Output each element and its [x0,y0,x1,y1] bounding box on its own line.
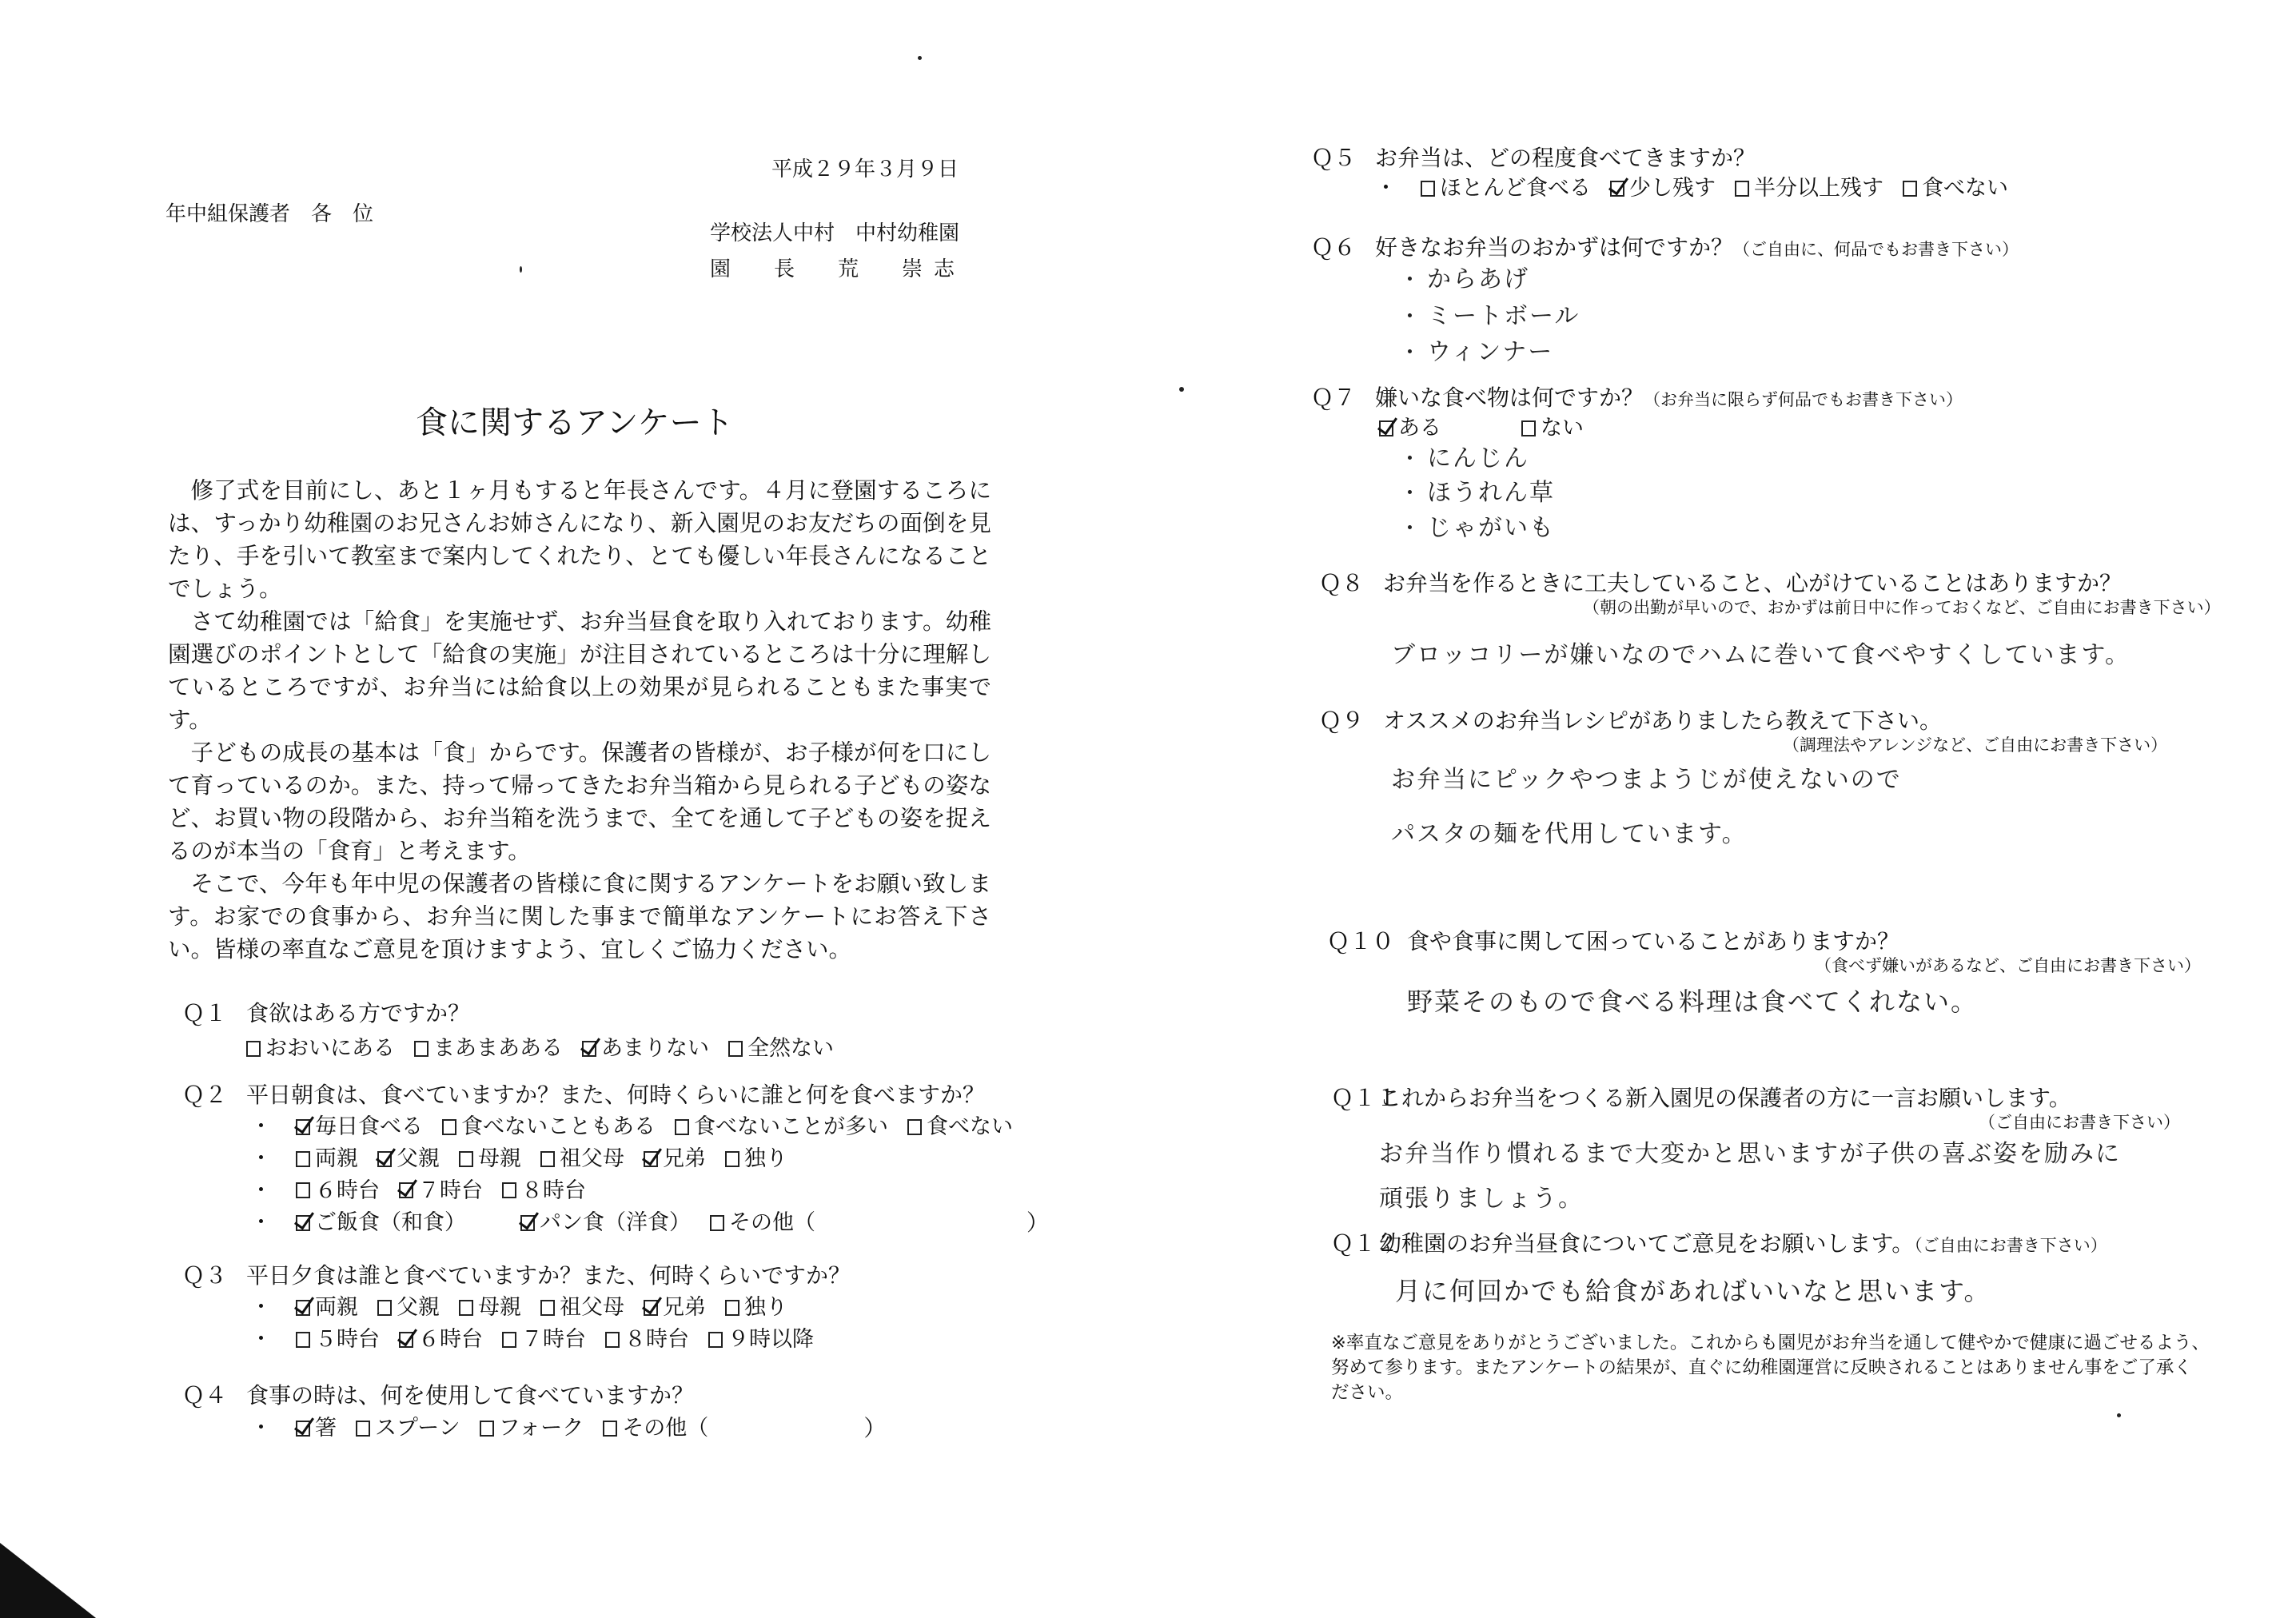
checkbox[interactable] [675,1119,689,1135]
question-text: 平日夕食は誰と食べていますか？また、何時くらいですか？ [246,1262,851,1289]
checkbox[interactable] [377,1300,392,1316]
option-maamaa-aru[interactable]: まあまあある [414,1035,563,1062]
checkbox-checked[interactable] [644,1151,658,1167]
checkbox-checked[interactable] [377,1151,392,1167]
question-7 [1311,384,1963,543]
q3-row-who: ・ 両親 父親 母親 祖父母 兄弟 独り [250,1295,787,1320]
handwritten-answer: 月に何回かでも給食があればいいなと思います。 [1395,1276,1991,1306]
option-kyoudai[interactable]: 兄弟 [644,1146,706,1173]
option-hotondo-taberu[interactable]: ほとんど食べる [1421,175,1591,202]
question-text: お弁当は、どの程度食べてきますか？ [1375,145,1756,171]
question-text: 嫌いな食べ物は何ですか？ [1375,385,1644,411]
intro-paragraph: そこで、今年も年中児の保護者の皆様に食に関するアンケートをお願い致します。お家での食事から、お弁当に関した事まで簡単なアンケートにお答え下さい。皆様の率直なご意見を頂けますよう、宜しくご協力ください。 [168,871,991,962]
question-4 [182,1381,886,1442]
checkbox[interactable] [728,1041,743,1057]
checkbox-checked[interactable] [520,1215,535,1231]
q6-answers [1399,265,2019,368]
q3-row-time: ・ ５時台 ６時台 ７時台 ８時台 ９時以降 [250,1326,814,1352]
checkbox[interactable] [502,1332,516,1348]
checkbox[interactable] [1521,420,1536,436]
option-gohan[interactable]: ご飯食（和食） [296,1210,466,1237]
handwritten-answer: ・ ウィンナー [1399,338,1554,366]
option-amari-nai[interactable]: あまりない [582,1035,709,1062]
checkbox[interactable] [540,1151,555,1167]
checkbox-checked[interactable] [296,1300,310,1316]
question-3 [182,1261,851,1353]
option-hanbun-ijou[interactable]: 半分以上残す [1735,175,1883,202]
option-nai[interactable]: ない [1521,415,1584,442]
question-note: （調理法やアレンジなど、ご自由にお書き下さい） [1783,735,2168,755]
option-spoon[interactable]: スプーン [356,1415,460,1442]
question-number: Ｑ１ [182,1000,228,1026]
question-10 [1327,927,2201,1018]
option-sonota[interactable]: その他（ [603,1415,708,1442]
question-note: （食べず嫌いがあるなど、ご自由にお書き下さい） [1815,956,2201,975]
closing-line: ださい。 [1331,1382,1404,1403]
organization-name: 学校法人中村 中村幼稚園 [710,221,960,245]
question-note: （ご自由にお書き下さい） [1914,1236,2107,1255]
option-hahaoya[interactable]: 母親 [459,1294,521,1321]
checkbox[interactable] [1903,181,1917,197]
close-paren: ） [863,1415,887,1441]
checkbox[interactable] [1735,181,1749,197]
option-tabenai[interactable]: 食べない [1903,175,2008,202]
option-chichioya[interactable]: 父親 [377,1146,440,1173]
option-tabenai-koto-mo[interactable]: 食べないこともある [442,1114,656,1141]
checkbox[interactable] [502,1182,516,1198]
checkbox[interactable] [459,1151,473,1167]
option-sofubo[interactable]: 祖父母 [540,1146,624,1173]
handwritten-answer: ・ にんじん [1399,444,1529,472]
checkbox[interactable] [296,1151,310,1167]
checkbox-checked[interactable] [1610,181,1624,197]
question-12 [1331,1229,2107,1307]
handwritten-answer: ・ ミートボール [1399,301,1580,330]
option-9ji-ikou[interactable]: ９時以降 [708,1326,814,1353]
option-hitori[interactable]: 独り [725,1294,787,1321]
question-6 [1311,233,2019,368]
closing-note [1331,1331,2210,1405]
checkbox-checked[interactable] [644,1300,658,1316]
checkbox[interactable] [414,1041,429,1057]
question-text: 食事の時は、何を使用して食べていますか？ [246,1382,695,1409]
closing-line: ※率直なご意見をありがとうございました。これからも園児がお弁当を通して健やかで健康に過ごせるよう、 [1331,1333,2210,1353]
close-paren: ） [1026,1210,1050,1237]
q7-answers [1399,444,1963,544]
checkbox[interactable] [480,1421,494,1437]
date: 平成２９年３月９日 [771,157,959,181]
handwritten-answer: お弁当作り慣れるまで大変かと思いますが子供の喜ぶ姿を励みに [1379,1140,2121,1169]
option-8ji[interactable]: ８時台 [605,1326,689,1353]
question-note: （ご自由に、何品でもお書き下さい） [1733,240,2019,259]
question-number: Ｑ７ [1311,385,1357,411]
q2-row-food: ・ ご飯食（和食） パン食（洋食） その他（ ） [250,1210,1050,1237]
question-text: お弁当を作るときに工夫していること、心がけていることはありますか？ [1383,570,2123,596]
document-title: 食に関するアンケート [416,404,734,441]
option-7ji[interactable]: ７時台 [399,1178,483,1205]
question-number: Ｑ１１ [1331,1085,1399,1111]
q2-row-time: ・ ６時台 ７時台 ８時台 [250,1178,586,1203]
checkbox-checked[interactable] [296,1215,310,1231]
checkbox[interactable] [540,1300,555,1316]
checkbox[interactable] [725,1300,739,1316]
handwritten-answer: ・ ほうれん草 [1399,479,1555,508]
addressee: 年中組保護者 各 位 [165,202,374,226]
question-text: オススメのお弁当レシピがありましたら教えて下さい。 [1383,707,1943,734]
checkbox[interactable] [356,1421,370,1437]
option-ryoushin[interactable]: 両親 [296,1146,358,1173]
question-2 [182,1081,1049,1237]
question-text: 食や食事に関して困っていることがありますか？ [1407,928,1900,954]
checkbox[interactable] [442,1119,456,1135]
closing-line: 努めて参ります。またアンケートの結果が、直ぐに幼稚園運営に反映されることはありません事をご了承く [1331,1357,2192,1378]
question-number: Ｑ６ [1311,234,1357,261]
checkbox[interactable] [246,1041,261,1057]
checkbox-checked[interactable] [399,1332,413,1348]
checkbox[interactable] [725,1151,739,1167]
option-ryoushin[interactable]: 両親 [296,1294,358,1321]
q4-options: ・ 箸 スプーン フォーク その他（ ） [250,1415,887,1441]
question-text: 好きなお弁当のおかずは何ですか？ [1375,234,1734,261]
option-8ji[interactable]: ８時台 [502,1178,586,1205]
option-tabenai-koto-ga-ooi[interactable]: 食べないことが多い [675,1114,888,1141]
option-6ji[interactable]: ６時台 [296,1178,380,1205]
option-pan[interactable]: パン食（洋食） [520,1210,691,1237]
handwritten-answer: お弁当にピックやつまようじが使えないので [1391,766,1902,795]
scan-speck [918,56,922,60]
option-hitori[interactable]: 独り [725,1146,787,1173]
q5-options: ・ ほとんど食べる 少し残す 半分以上残す 食べない [1375,176,2008,201]
intro-paragraph: 子どもの成長の基本は「食」からです。保護者の皆様が、お子様が何を口にして育っているのか。また、持って帰ってきたお弁当箱から見られる子どもの姿など、お買い物の段階から、お弁当箱を洗うまで、全てを通して子どもの姿を捉えるのが本当の「食育」と考えます。 [168,739,992,864]
checkbox[interactable] [603,1421,617,1437]
handwritten-answer: 頑張りましょう。 [1379,1184,1584,1213]
question-number: Ｑ３ [182,1262,228,1289]
option-kyoudai[interactable]: 兄弟 [644,1294,706,1321]
option-7ji[interactable]: ７時台 [502,1326,586,1353]
intro-paragraph: 修了式を目前にし、あと１ヶ月もすると年長さんです。４月に登園するころには、すっかり幼稚園のお兄さんお姉さんになり、新入園児のお友だちの面倒を見たり、手を引いて教室まで案内してくれたり、とても優しい年長さんになることでしょう。 [168,477,991,602]
option-aru[interactable]: ある [1379,415,1441,442]
handwritten-answer: ・ からあげ [1399,265,1529,293]
scan-speck [1179,387,1184,392]
question-number: Ｑ９ [1319,707,1365,734]
option-zenzen-nai[interactable]: 全然ない [728,1035,834,1062]
principal-name: 園 長 荒 崇志 [710,257,967,281]
question-8 [1319,569,2221,671]
option-sonota[interactable]: その他（ [710,1210,815,1237]
q2-row-frequency: ・ 毎日食べる 食べないこともある 食べないことが多い 食べない [250,1114,1013,1139]
checkbox[interactable] [296,1182,310,1198]
checkbox[interactable] [296,1332,310,1348]
question-11 [1331,1084,2180,1214]
option-oonii-aru[interactable]: おおいにある [246,1035,395,1062]
checkbox-checked[interactable] [296,1421,310,1437]
question-9 [1319,707,2167,849]
checkbox[interactable] [605,1332,620,1348]
scan-corner-shadow [0,1543,96,1618]
question-1 [182,999,834,1062]
handwritten-answer: パスタの麺を代用しています。 [1391,819,1748,848]
checkbox-checked[interactable] [1379,420,1393,436]
question-number: Ｑ１０ [1327,928,1395,954]
checkbox[interactable] [708,1332,723,1348]
question-note: （ご自由にお書き下さい） [1979,1113,2180,1132]
intro-paragraph: さて幼稚園では「給食」を実施せず、お弁当昼食を取り入れております。幼稚園選びのポイントとして「給食の実施」が注目されているところは十分に理解しているところですが、お弁当には給食以上の効果が見られることもまた事実です。 [168,608,991,733]
intro-text [168,474,991,966]
question-number: Ｑ１２ [1331,1230,1399,1257]
question-number: Ｑ２ [182,1082,228,1108]
question-text: 幼稚園のお弁当昼食についてご意見をお願いします。 [1379,1230,1915,1257]
checkbox[interactable] [459,1300,473,1316]
option-6ji[interactable]: ６時台 [399,1326,483,1353]
question-number: Ｑ４ [182,1382,228,1409]
option-tabenai[interactable]: 食べない [907,1114,1013,1141]
option-mainichi[interactable]: 毎日食べる [296,1114,423,1141]
checkbox-checked[interactable] [582,1041,596,1057]
question-text: 食欲はある方ですか？ [246,1000,471,1026]
checkbox[interactable] [1421,181,1435,197]
option-sukoshi-nokosu[interactable]: 少し残す [1610,175,1716,202]
option-5ji[interactable]: ５時台 [296,1326,380,1353]
question-number: Ｑ８ [1319,570,1365,596]
handwritten-answer: ブロッコリーが嫌いなのでハムに巻いて食べやすくしています。 [1391,641,2131,670]
q2-row-who: ・ 両親 父親 母親 祖父母 兄弟 独り [250,1146,787,1171]
question-number: Ｑ５ [1311,145,1357,171]
option-hashi[interactable]: 箸 [296,1415,337,1442]
question-text: これからお弁当をつくる新入園児の保護者の方に一言お願いします。 [1379,1085,2071,1111]
checkbox[interactable] [907,1119,922,1135]
checkbox[interactable] [710,1215,724,1231]
handwritten-answer: 野菜そのもので食べる料理は食べてくれない。 [1407,986,1979,1018]
handwritten-answer: ・ じゃがいも [1399,513,1555,542]
scan-speck [2117,1413,2121,1417]
question-note: （お弁当に限らず何品でもお書き下さい） [1644,390,1963,409]
question-5 [1311,144,2008,202]
q7-options [1379,415,1963,442]
checkbox-checked[interactable] [399,1182,413,1198]
option-fork[interactable]: フォーク [480,1415,584,1442]
scan-speck [520,266,522,273]
option-chichioya[interactable]: 父親 [377,1294,440,1321]
question-note: （朝の出勤が早いので、おかずは前日中に作っておくなど、ご自由にお書き下さい） [1583,598,2221,617]
q1-options [246,1035,834,1062]
checkbox-checked[interactable] [296,1119,310,1135]
question-text: 平日朝食は、食べていますか？また、何時くらいに誰と何を食べますか？ [246,1082,986,1108]
option-sofubo[interactable]: 祖父母 [540,1294,624,1321]
option-hahaoya[interactable]: 母親 [459,1146,521,1173]
